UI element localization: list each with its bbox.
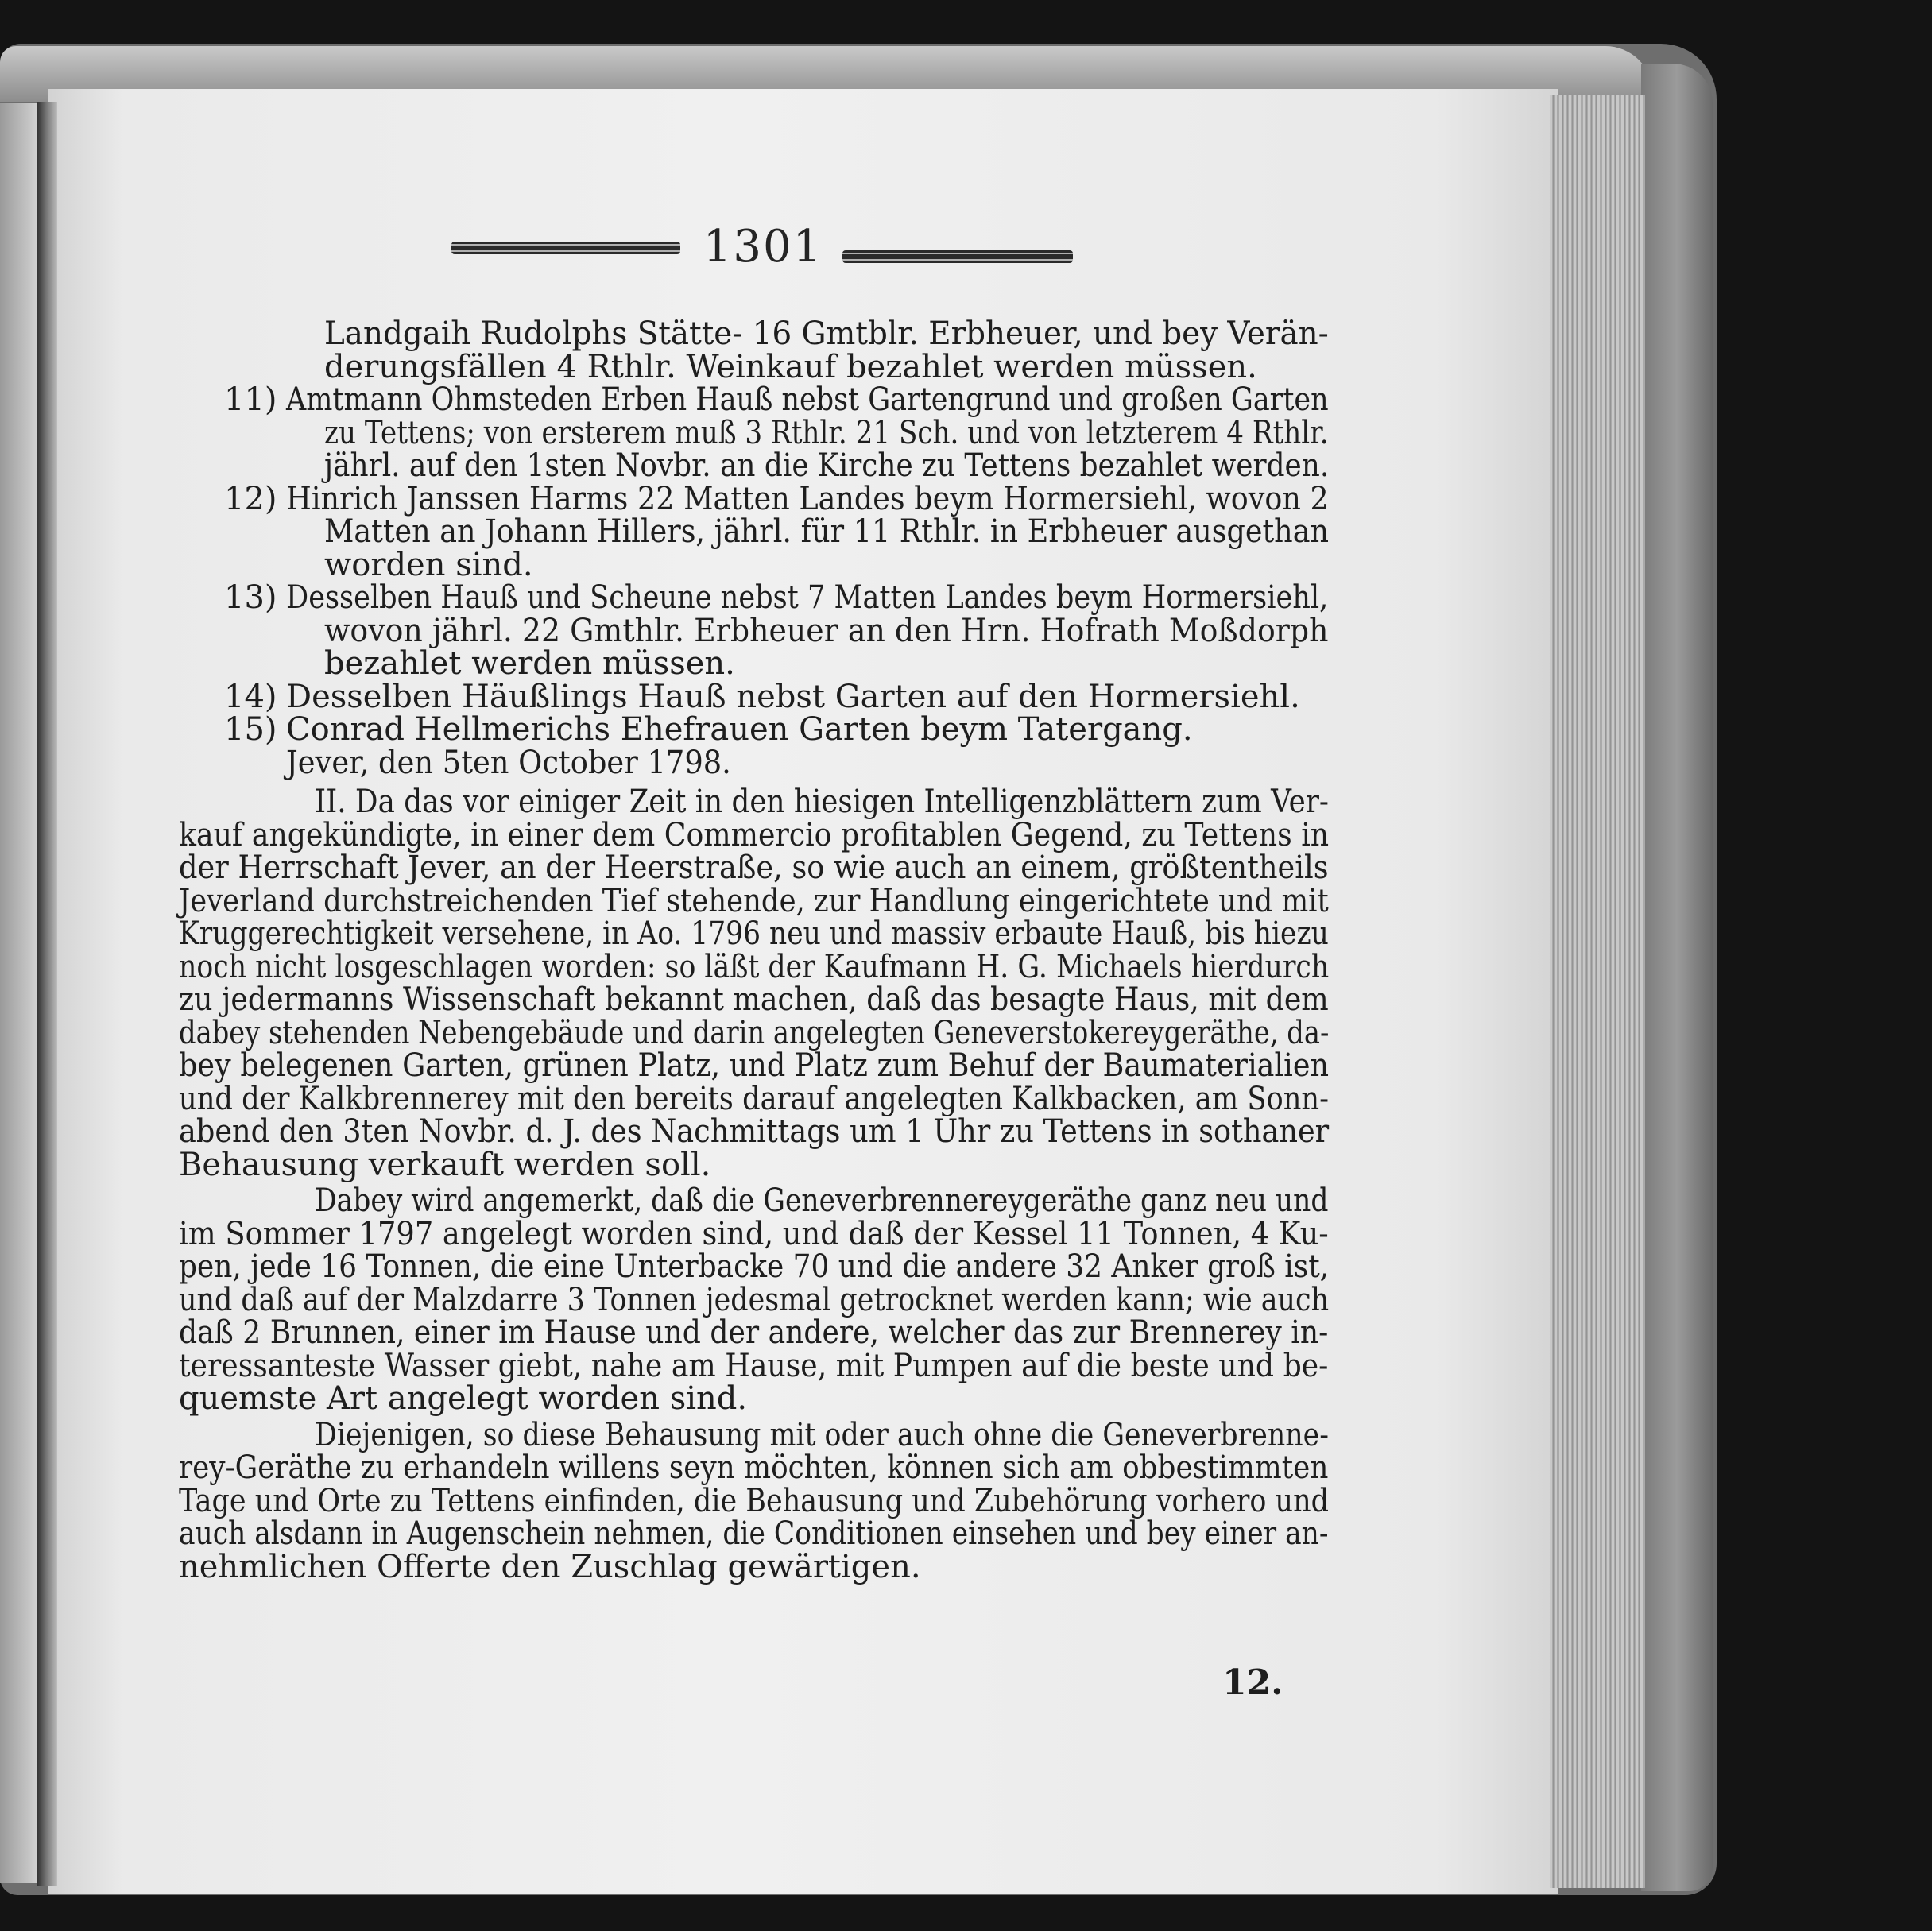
list-item-number: 12) — [224, 480, 277, 517]
list-item-number: 15) — [224, 711, 277, 748]
text-line: Diejenigen, so diese Behausung mit oder auch ohne die Geneverbrenne- — [315, 1416, 1329, 1453]
text-line: rey-Geräthe zu erhandeln willens seyn möchten, können sich am obbestimmten — [179, 1449, 1329, 1486]
text-line: der Herrschaft Jever, an der Heerstraße, so wie auch an einem, größtentheils — [179, 849, 1329, 886]
text-line: Desselben Häußlings Hauß nebst Garten auf den Hormersiehl. — [286, 678, 1300, 715]
text-line: Amtmann Ohmsteden Erben Hauß nebst Gartengrund und großen Garten — [286, 381, 1329, 418]
text-line: im Sommer 1797 angelegt worden sind, und daß der Kessel 11 Tonnen, 4 Ku- — [179, 1215, 1329, 1252]
left-page-sliver — [0, 103, 41, 1883]
text-line: pen, jede 16 Tonnen, die eine Unterbacke 70 und die andere 32 Anker groß ist, — [179, 1248, 1330, 1285]
text-line: wovon jährl. 22 Gmthlr. Erbheuer an den Hrn. Hofrath Moßdorph — [324, 612, 1329, 649]
book-gutter — [37, 102, 57, 1886]
text-line: zu Tettens; von ersterem muß 3 Rthlr. 21 Sch. und von letzterem 4 Rthlr. — [324, 414, 1329, 451]
text-line: derungsfällen 4 Rthlr. Weinkauf bezahlet werden müssen. — [324, 348, 1257, 385]
text-line: Behausung verkauft werden soll. — [179, 1146, 711, 1183]
text-line: Dabey wird angemerkt, daß die Geneverbrennereygeräthe ganz neu und — [315, 1182, 1329, 1219]
text-line: Matten an Johann Hillers, jährl. für 11 Rthlr. in Erbheuer ausgethan — [324, 513, 1329, 550]
text-line: Tage und Orte zu Tettens einfinden, die Behausung und Zubehörung vorhero und — [179, 1482, 1330, 1519]
text-line: II. Da das vor einiger Zeit in den hiesigen Intelligenzblättern zum Ver- — [315, 784, 1329, 820]
page-number: 1301 — [703, 221, 823, 273]
page-edges — [1550, 95, 1645, 1888]
text-line: worden sind. — [324, 546, 533, 583]
list-item-number: 13) — [224, 579, 277, 616]
text-line: Jever, den 5ten October 1798. — [286, 744, 731, 781]
text-line: dabey stehenden Nebengebäude und darin angelegten Geneverstokereygeräthe, da- — [179, 1014, 1330, 1051]
text-line: auch alsdann in Augenschein nehmen, die Conditionen einsehen und bey einer an- — [179, 1515, 1329, 1552]
text-line: Jeverland durchstreichenden Tief stehende, zur Handlung eingerichtete und mit — [179, 882, 1329, 919]
text-line: Kruggerechtigkeit versehene, in Ao. 1796 neu und massiv erbaute Hauß, bis hiezu — [179, 915, 1329, 952]
text-line: Landgaih Rudolphs Stätte- 16 Gmtblr. Erbheuer, und bey Verän- — [324, 315, 1329, 352]
text-line: teressanteste Wasser giebt, nahe am Hause, mit Pumpen auf die beste und be- — [179, 1347, 1329, 1384]
text-line: abend den 3ten Novbr. d. J. des Nachmittags um 1 Uhr zu Tettens in sothaner — [179, 1113, 1330, 1150]
text-line: und der Kalkbrennerey mit den bereits darauf angelegten Kalkbacken, am Sonn- — [179, 1080, 1330, 1117]
text-line: jährl. auf den 1sten Novbr. an die Kirche zu Tettens bezahlet werden. — [324, 447, 1330, 484]
cover-edge — [1641, 64, 1713, 1891]
text-line: zu jedermanns Wissenschaft bekannt machen, daß das besagte Haus, mit dem — [179, 981, 1329, 1018]
list-item-number: 14) — [224, 678, 277, 715]
text-line: quemste Art angelegt worden sind. — [179, 1380, 748, 1417]
header-rule-left — [451, 242, 680, 254]
text-line: noch nicht losgeschlagen worden: so läßt der Kaufmann H. G. Michaels hierdurch — [179, 948, 1330, 985]
text-line: daß 2 Brunnen, einer im Hause und der andere, welcher das zur Brennerey in- — [179, 1314, 1329, 1351]
catchword: 12. — [1222, 1662, 1283, 1703]
text-line: Desselben Hauß und Scheune nebst 7 Matten Landes beym Hormersiehl, — [286, 579, 1329, 616]
text-line: und daß auf der Malzdarre 3 Tonnen jedesmal getrocknet werden kann; wie auch — [179, 1281, 1330, 1318]
text-line: bezahlet werden müssen. — [324, 645, 735, 682]
text-line: Conrad Hellmerichs Ehefrauen Garten beym Tatergang. — [286, 711, 1193, 748]
text-line: bey belegenen Garten, grünen Platz, und Platz zum Behuf der Baumaterialien — [179, 1047, 1330, 1084]
text-line: Hinrich Janssen Harms 22 Matten Landes beym Hormersiehl, wovon 2 — [286, 480, 1329, 517]
text-line: nehmlichen Offerte den Zuschlag gewärtigen. — [179, 1548, 921, 1585]
header-rule-right — [842, 250, 1073, 263]
text-line: kauf angekündigte, in einer dem Commercio profitablen Gegend, zu Tettens in — [179, 816, 1330, 853]
list-item-number: 11) — [224, 381, 277, 418]
